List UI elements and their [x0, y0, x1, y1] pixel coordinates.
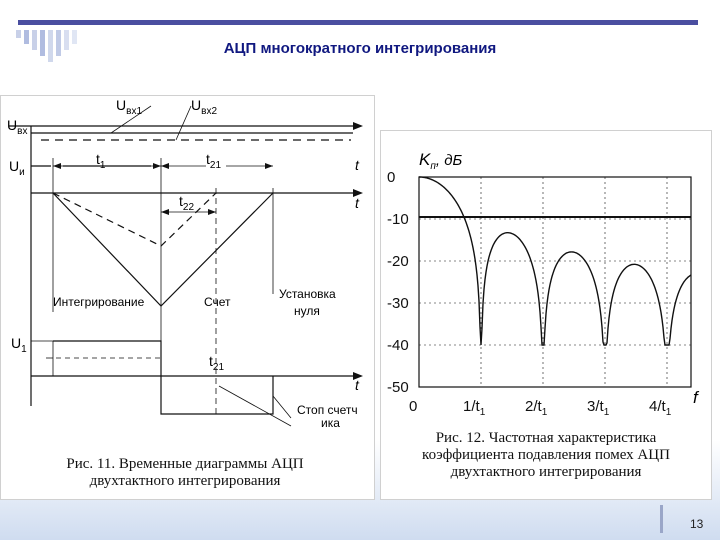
figure-11-caption-line2: двухтактного интегрирования — [89, 473, 281, 489]
label-integration: Интегрирование — [53, 295, 145, 309]
y-tick-label: -20 — [387, 253, 409, 270]
timing-diagram-panel — [0, 95, 375, 500]
label-count: Счет — [204, 295, 231, 309]
label-stop-line1: Стоп счетч — [297, 403, 358, 417]
y-tick-label: 0 — [387, 169, 396, 186]
label-u-int: $U_и$ — [9, 158, 25, 178]
figure-12-caption-line3: двухтактного интегрирования — [450, 464, 642, 480]
y-tick-label: -30 — [387, 295, 409, 312]
u1-waveform — [53, 341, 273, 414]
slide-title: АЦП многократного интегрирования — [223, 40, 497, 57]
x-tick-label: $1/t_1$ — [463, 398, 486, 418]
label-t-axis-2: t — [355, 195, 359, 211]
figure-11-caption-line1: Рис. 11. Временные диаграммы АЦП — [66, 456, 304, 472]
timing-diagram — [1, 96, 376, 501]
label-u-in2: $U_{вх2}$ — [191, 97, 217, 117]
x-tick-label: $4/t_1$ — [649, 398, 672, 418]
figure-12-caption-line1: Рис. 12. Частотная характеристика — [435, 430, 657, 446]
label-stop-line2: ика — [321, 416, 340, 430]
x-tick-label: $3/t_1$ — [587, 398, 610, 418]
label-t1: $t_1$ — [96, 151, 106, 171]
label-reset-line1: Установка — [279, 287, 336, 301]
integration-waveform-solid — [53, 193, 273, 306]
page-number-divider — [660, 505, 663, 533]
label-reset-line2: нуля — [294, 304, 320, 318]
x-tick-label: $2/t_1$ — [525, 398, 548, 418]
label-u-in: $U_{вх}$ — [7, 117, 28, 137]
label-t21: $t_{21}$ — [206, 151, 222, 171]
x-tick-label: 0 — [409, 398, 418, 415]
figure-12-caption-line2: коэффициента подавления помех АЦП — [422, 447, 670, 463]
y-tick-label: -50 — [387, 379, 409, 396]
integration-waveform-dashed — [53, 193, 216, 246]
figure-12-caption — [382, 430, 710, 481]
page-number: 13 — [690, 517, 704, 531]
y-axis-label: $K_п$, дБ — [419, 150, 463, 172]
label-t-axis-3: t — [355, 377, 359, 393]
y-tick-label: -10 — [387, 211, 409, 228]
figure-11-caption — [20, 456, 350, 490]
label-t22: $t_{22}$ — [179, 193, 195, 213]
y-tick-label: -40 — [387, 337, 409, 354]
label-t21-lower: $t_{21}$ — [209, 353, 225, 373]
label-u-in1: $U_{вх1}$ — [116, 97, 142, 117]
title-rule — [18, 20, 698, 25]
label-t-axis-1: t — [355, 157, 359, 173]
label-u1: $U_1$ — [11, 335, 27, 355]
x-axis-label: f — [693, 388, 698, 407]
